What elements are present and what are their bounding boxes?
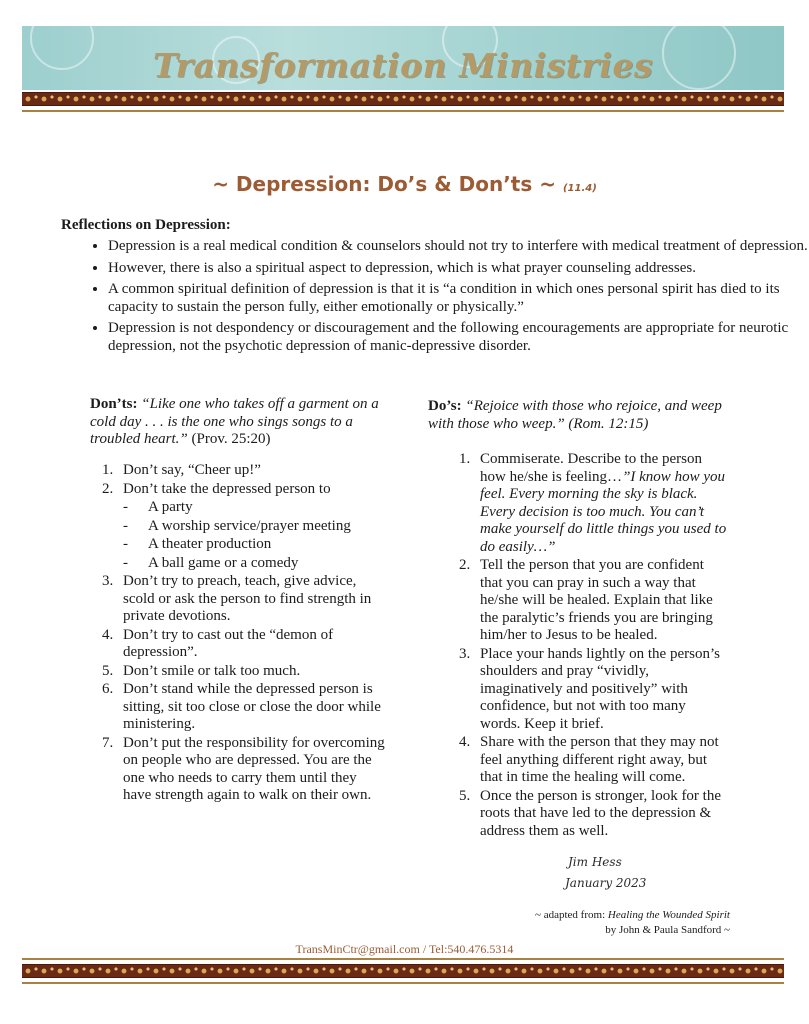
footer-ornamental-border	[22, 964, 784, 978]
signature-name: Jim Hess	[568, 855, 622, 869]
dos-quote: “Rejoice with those who rejoice, and weep with those who weep.”	[428, 398, 722, 432]
dos-heading	[428, 398, 728, 433]
donts-label: Don’ts:	[90, 396, 138, 412]
reflection-item: • However, there is also a spiritual aspect to depression, which is what prayer counseling addresses.	[108, 260, 808, 278]
adapted-prefix: ~ adapted from:	[535, 909, 608, 921]
donts-subitem: - A party	[123, 499, 386, 517]
dos-section	[437, 451, 727, 841]
dos-item-quote: ”I know how you feel. Every morning the sky is black. Every decision is too much. You can’t make yourself do little things you used to do easily…”	[480, 468, 727, 555]
dos-item: 4. Share with the person that they may not feel anything different right away, but that in time the healing will come.	[474, 734, 727, 787]
dos-item-text: Commiserate. Describe to the person how he/she is feeling…	[480, 451, 703, 485]
dos-item: 3. Place your hands lightly on the person’s shoulders and pray “vividly, imaginatively and positively” with confidence, but not with too many words. Keep it brief.	[474, 646, 727, 734]
donts-subitem: - A theater production	[123, 536, 386, 554]
header-gold-line	[22, 110, 784, 112]
reflections-list	[60, 238, 808, 359]
reflection-item: • Depression is a real medical condition & counselors should not try to interfere with medical treatment of depression.	[108, 238, 808, 256]
footer-gold-line	[22, 958, 784, 960]
header-banner	[22, 26, 784, 90]
reflection-item: • A common spiritual definition of depression is that it is “a condition in which ones personal spirit has died to its capacity to sustain the person fully, either emotionally or physically.”	[108, 281, 808, 316]
document-title	[0, 172, 809, 196]
donts-item: 4. Don’t try to cast out the “demon of depression”.	[117, 627, 386, 662]
donts-subitem: - A ball game or a comedy	[123, 555, 386, 573]
dos-item: 2. Tell the person that you are confident that you can pray in such a way that he/she will be healed. Explain that like the paralytic’s friends you are bringing him/her to Jesus to be healed.	[474, 557, 727, 645]
footer-contact: TransMinCtr@gmail.com / Tel:540.476.5314	[295, 942, 514, 956]
document-title-text: ~ Depression: Do’s & Don’ts ~	[212, 172, 556, 196]
adapted-authors: by John & Paula Sandford ~	[605, 924, 730, 936]
donts-subitem: - A worship service/prayer meeting	[123, 518, 386, 536]
donts-section	[80, 462, 386, 806]
adapted-from-line	[470, 908, 730, 923]
dos-label: Do’s:	[428, 398, 462, 414]
document-version: (11.4)	[562, 183, 597, 194]
dos-item: 5. Once the person is stronger, look for the roots that have led to the depression & address them as well.	[474, 788, 727, 841]
dos-list	[437, 451, 727, 840]
reflections-heading: Reflections on Depression:	[61, 217, 231, 233]
donts-list	[80, 462, 386, 805]
reflection-item: • Depression is not despondency or discouragement and the following encouragements are appropriate for neurotic depression, not the psychotic depression of manic-depressive disorder.	[108, 320, 808, 355]
donts-item: 1. Don’t say, “Cheer up!”	[117, 462, 386, 480]
ministry-title: Transformation Ministries	[152, 46, 654, 85]
dos-reference: (Rom. 12:15)	[568, 415, 649, 432]
donts-reference: (Prov. 25:20)	[191, 431, 271, 447]
donts-sublist	[123, 499, 386, 572]
adapted-source: Healing the Wounded Spirit	[607, 909, 730, 921]
donts-item: 3. Don’t try to preach, teach, give advice, scold or ask the person to find strength in private devotions.	[117, 573, 386, 626]
donts-quote: “Like one who takes off a garment on a cold day . . . is the one who sings songs to a troubled heart.”	[90, 396, 379, 447]
header-ornamental-border	[22, 92, 784, 106]
donts-item: 6. Don’t stand while the depressed person is sitting, sit too close or close the door while ministering.	[117, 681, 386, 734]
donts-item: 7. Don’t put the responsibility for overcoming on people who are depressed. You are the one who needs to carry them until they have strength again to walk on their own.	[117, 735, 386, 805]
donts-item: 5. Don’t smile or talk too much.	[117, 663, 386, 681]
signature-date: January 2023	[565, 876, 647, 890]
donts-item	[117, 481, 386, 573]
footer-gold-line-lower	[22, 982, 784, 984]
dos-item	[474, 451, 727, 556]
donts-item-text: Don’t take the depressed person to	[123, 480, 331, 497]
adapted-from	[470, 908, 730, 938]
donts-heading	[90, 396, 390, 449]
